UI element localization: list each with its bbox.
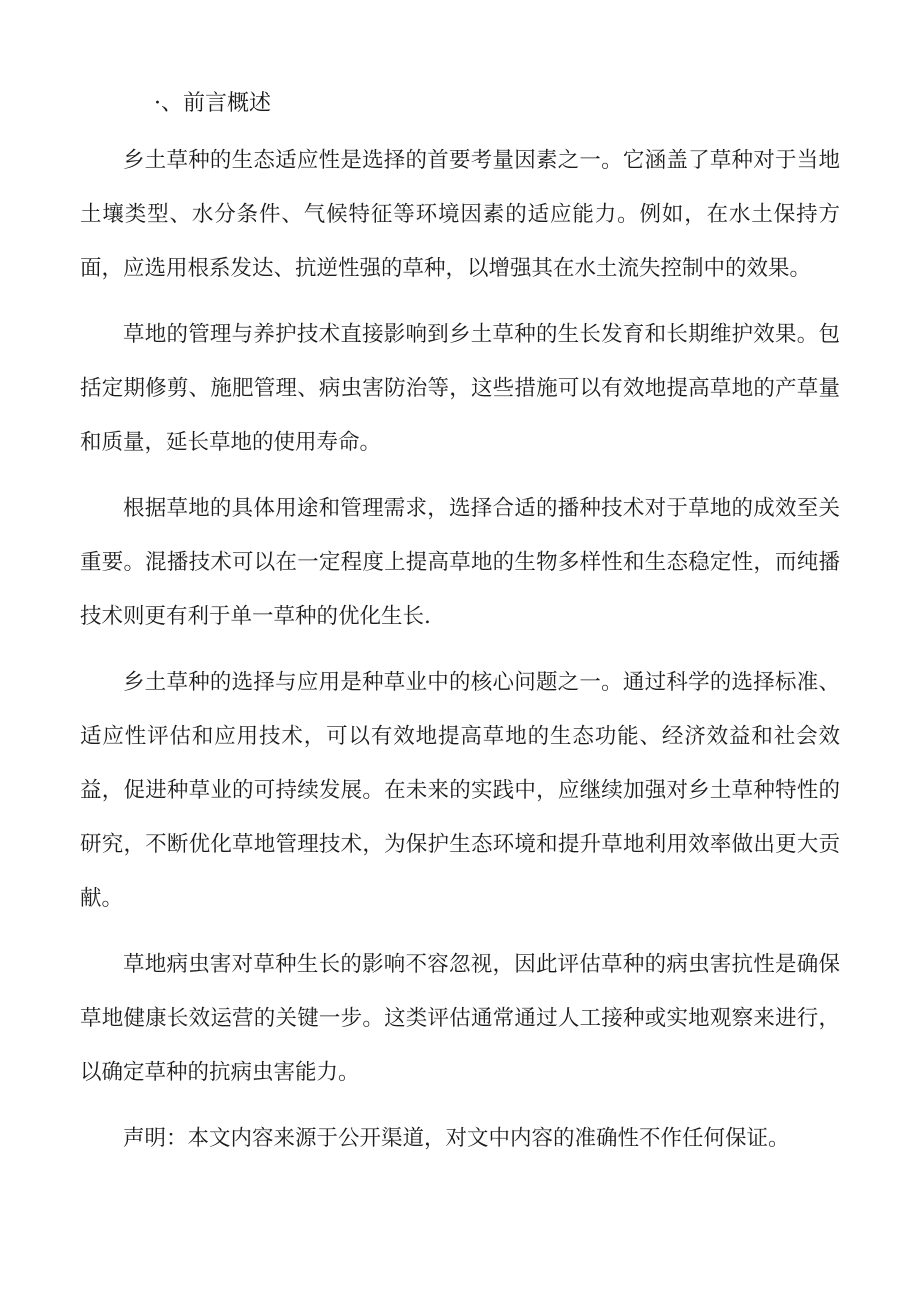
section-heading: ·、前言概述 [154,91,271,116]
paragraph-adaptability: 乡土草种的生态适应性是选择的首要考量因素之一。它涵盖了草种对于当地土壤类型、水分条件、气候特征等环境因素的适应能力。例如，在水土保持方面，应选用根系发达、抗逆性强的草种，以增强其在水土流失控制中的效果。 [80,148,840,281]
paragraph-pest-resistance: 草地病虫害对草种生长的影响不容忽视，因此评估草种的病虫害抗性是确保草地健康长效运营的关键一步。这类评估通常通过人工接种或实地观察来进行，以确定草种的抗病虫害能力。 [80,952,840,1085]
paragraph-conclusion: 乡土草种的选择与应用是种草业中的核心问题之一。通过科学的选择标准、适应性评估和应用技术，可以有效地提高草地的生态功能、经济效益和社会效益，促进种草业的可持续发展。在未来的实践中，应继续加强对乡土草种特性的研究，不断优化草地管理技术，为保护生态环境和提升草地利用效率做出更大贡献。 [80,670,840,911]
paragraph-sowing: 根据草地的具体用途和管理需求，选择合适的播种技术对于草地的成效至关重要。混播技术可以在一定程度上提高草地的生物多样性和生态稳定性，而纯播技术则更有利于单一草种的优化生长. [80,496,840,629]
disclaimer-text: 声明：本文内容来源于公开渠道，对文中内容的准确性不作任何保证。 [123,1126,790,1151]
paragraph-management: 草地的管理与养护技术直接影响到乡土草种的生长发育和长期维护效果。包括定期修剪、施肥管理、病虫害防治等，这些措施可以有效地提高草地的产草量和质量，延长草地的使用寿命。 [80,322,840,455]
